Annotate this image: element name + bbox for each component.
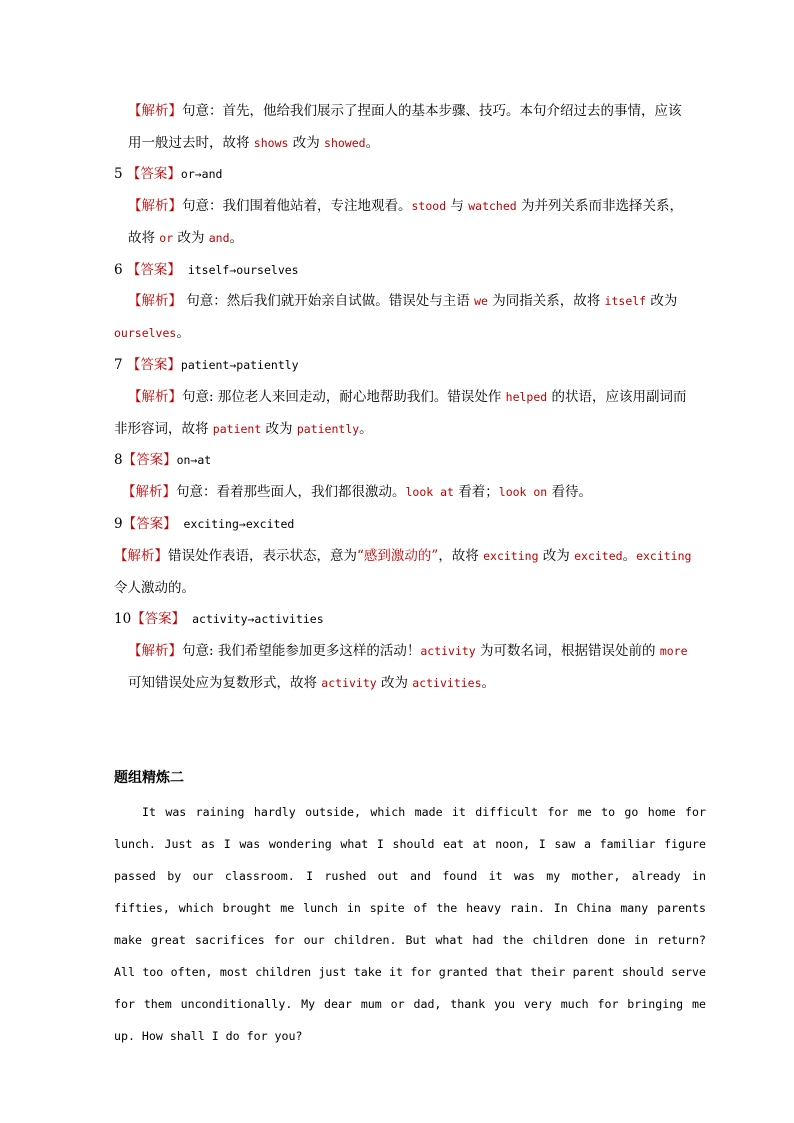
text-segment: 。: [481, 675, 496, 691]
analysis-text: [128, 675, 495, 691]
answer-text: itself→ourselves: [180, 263, 299, 277]
text-segment: 改为: [173, 230, 209, 246]
answer-tag: 【答案】: [131, 611, 186, 627]
text-segment: itself: [604, 294, 647, 308]
text-segment: 改为: [288, 135, 325, 151]
answer-text: or→and: [180, 167, 223, 181]
answer-line: [114, 355, 299, 375]
analysis-line: [122, 482, 592, 502]
text-segment: shows: [253, 136, 289, 150]
analysis-line: [128, 387, 686, 407]
text-segment: excited: [574, 549, 623, 563]
analysis-line: [128, 196, 683, 216]
item-number: 5: [114, 166, 123, 182]
text-segment: 的状语，应该用副词而: [547, 389, 687, 405]
text-segment: 用一般过去时，故将: [128, 135, 254, 151]
analysis-line: [114, 419, 373, 439]
text-segment: 。: [176, 325, 190, 341]
answer-tag: 【答案】: [126, 166, 181, 182]
analysis-text: [168, 548, 691, 564]
analysis-text: [182, 643, 688, 659]
analysis-text: [182, 389, 686, 405]
answer-text: patient→patiently: [180, 358, 299, 372]
text-segment: 改为: [376, 675, 413, 691]
analysis-line: [128, 673, 495, 693]
answer-tag: 【答案】: [122, 452, 177, 468]
text-segment: 看着；: [453, 484, 499, 500]
text-segment: ，故将: [438, 548, 484, 564]
analysis-line: [114, 546, 691, 566]
answer-tag: 【答案】: [122, 516, 177, 532]
text-segment: 故将: [128, 230, 160, 246]
text-segment: 。: [359, 421, 373, 437]
answer-tag: 【答案】: [126, 262, 181, 278]
text-segment: 为同指关系，故将: [487, 293, 605, 309]
item-number: 10: [114, 611, 132, 627]
text-segment: exciting: [636, 549, 692, 563]
text-segment: 可知错误处应为复数形式，故将: [128, 675, 322, 691]
text-segment: look on: [498, 485, 548, 499]
text-segment: showed: [324, 136, 366, 150]
analysis-line: [128, 291, 677, 311]
analysis-text: [114, 580, 195, 596]
analysis-line: [114, 578, 195, 598]
answer-line: [114, 514, 294, 534]
item-number: 8: [114, 452, 123, 468]
text-segment: or: [159, 231, 174, 245]
answer-text: exciting→excited: [176, 517, 295, 531]
text-segment: “感到激动的”: [357, 548, 439, 564]
text-segment: watched: [468, 199, 517, 213]
text-segment: helped: [505, 390, 548, 404]
answer-line: [114, 260, 299, 280]
text-segment: exciting: [483, 549, 539, 563]
answer-text: activity→activities: [185, 612, 324, 626]
analysis-tag: 【解析】: [128, 103, 182, 119]
text-segment: 句意：然后我们就开始亲自试做。错误处与主语: [182, 293, 475, 309]
analysis-tag: 【解析】: [128, 643, 182, 659]
essay-passage: [114, 796, 706, 1052]
text-segment: 。: [365, 135, 380, 151]
text-segment: and: [208, 231, 230, 245]
analysis-line: [114, 323, 190, 343]
text-segment: 改为: [261, 421, 297, 437]
answer-line: [114, 609, 324, 629]
answer-line: [114, 450, 211, 470]
text-segment: we: [474, 294, 488, 308]
text-segment: ourselves: [114, 326, 177, 340]
analysis-tag: 【解析】: [128, 198, 182, 214]
text-segment: patiently: [296, 422, 360, 436]
analysis-tag: 【解析】: [122, 484, 176, 500]
analysis-text: [182, 293, 677, 309]
text-segment: 非形容词，故将: [114, 421, 213, 437]
item-number: 7: [114, 357, 123, 373]
text-segment: 句意：首先，他给我们展示了捏面人的基本步骤、技巧。本句介绍过去的事情，应该: [182, 103, 682, 119]
analysis-tag: 【解析】: [114, 548, 168, 564]
text-segment: 令人激动的。: [114, 580, 195, 596]
analysis-line: [128, 133, 379, 153]
analysis-text: [128, 230, 243, 246]
analysis-line: [128, 641, 688, 661]
answer-line: [114, 164, 222, 184]
text-segment: patient: [212, 422, 262, 436]
text-segment: 与: [446, 198, 469, 214]
text-segment: 句意: 那位老人来回走动，耐心地帮助我们。错误处作: [182, 389, 506, 405]
analysis-text: [128, 135, 379, 151]
text-segment: 。: [229, 230, 244, 246]
text-segment: activities: [412, 676, 482, 690]
analysis-text: [114, 421, 373, 437]
answer-tag: 【答案】: [126, 357, 181, 373]
analysis-text: [114, 325, 190, 341]
analysis-text: [182, 103, 682, 119]
analysis-tag: 【解析】: [128, 293, 182, 309]
text-segment: 看待。: [547, 484, 593, 500]
text-segment: look at: [405, 485, 454, 499]
item-number: 6: [114, 262, 123, 278]
analysis-tag: 【解析】: [128, 389, 182, 405]
text-segment: 改为: [538, 548, 575, 564]
text-segment: 改为: [646, 293, 678, 309]
text-segment: more: [659, 644, 688, 658]
text-segment: stood: [411, 199, 447, 213]
analysis-line: [128, 101, 682, 121]
text-segment: activity: [420, 644, 476, 658]
text-segment: 为并列关系而非选择关系，: [516, 198, 683, 214]
text-segment: 句意：看着那些面人，我们都很激动。: [176, 484, 406, 500]
analysis-text: [176, 484, 592, 500]
text-segment: 句意: 我们希望能参加更多这样的活动！: [182, 643, 421, 659]
text-segment: 为可数名词，根据错误处前的: [475, 643, 660, 659]
analysis-line: [128, 228, 243, 248]
essay-text: It was raining hardly outside, which made it difficult for me to go home for lunch. Just as I was wondering what I should eat at noon, I saw a familiar figure passed by our classroom. I rushed out and found it was my mother, already in fifties, which brought me lunch in spite of the heavy rain. In China many parents make great sacrifices for our children. But what had the children done in return? All too often, most children just take it for granted that their parent should serve for them unconditionally. My dear mum or dad, thank you very much for bringing me up. How shall I do for you?: [114, 805, 706, 1043]
text-segment: 。: [622, 548, 637, 564]
item-number: 9: [114, 516, 123, 532]
answer-text: on→at: [176, 453, 212, 467]
text-segment: activity: [321, 676, 377, 690]
section-title: 题组精炼二: [114, 770, 184, 786]
text-segment: 句意：我们围着他站着，专注地观看。: [182, 198, 412, 214]
text-segment: 错误处作表语，表示状态，意为: [168, 548, 357, 564]
analysis-text: [182, 198, 683, 214]
